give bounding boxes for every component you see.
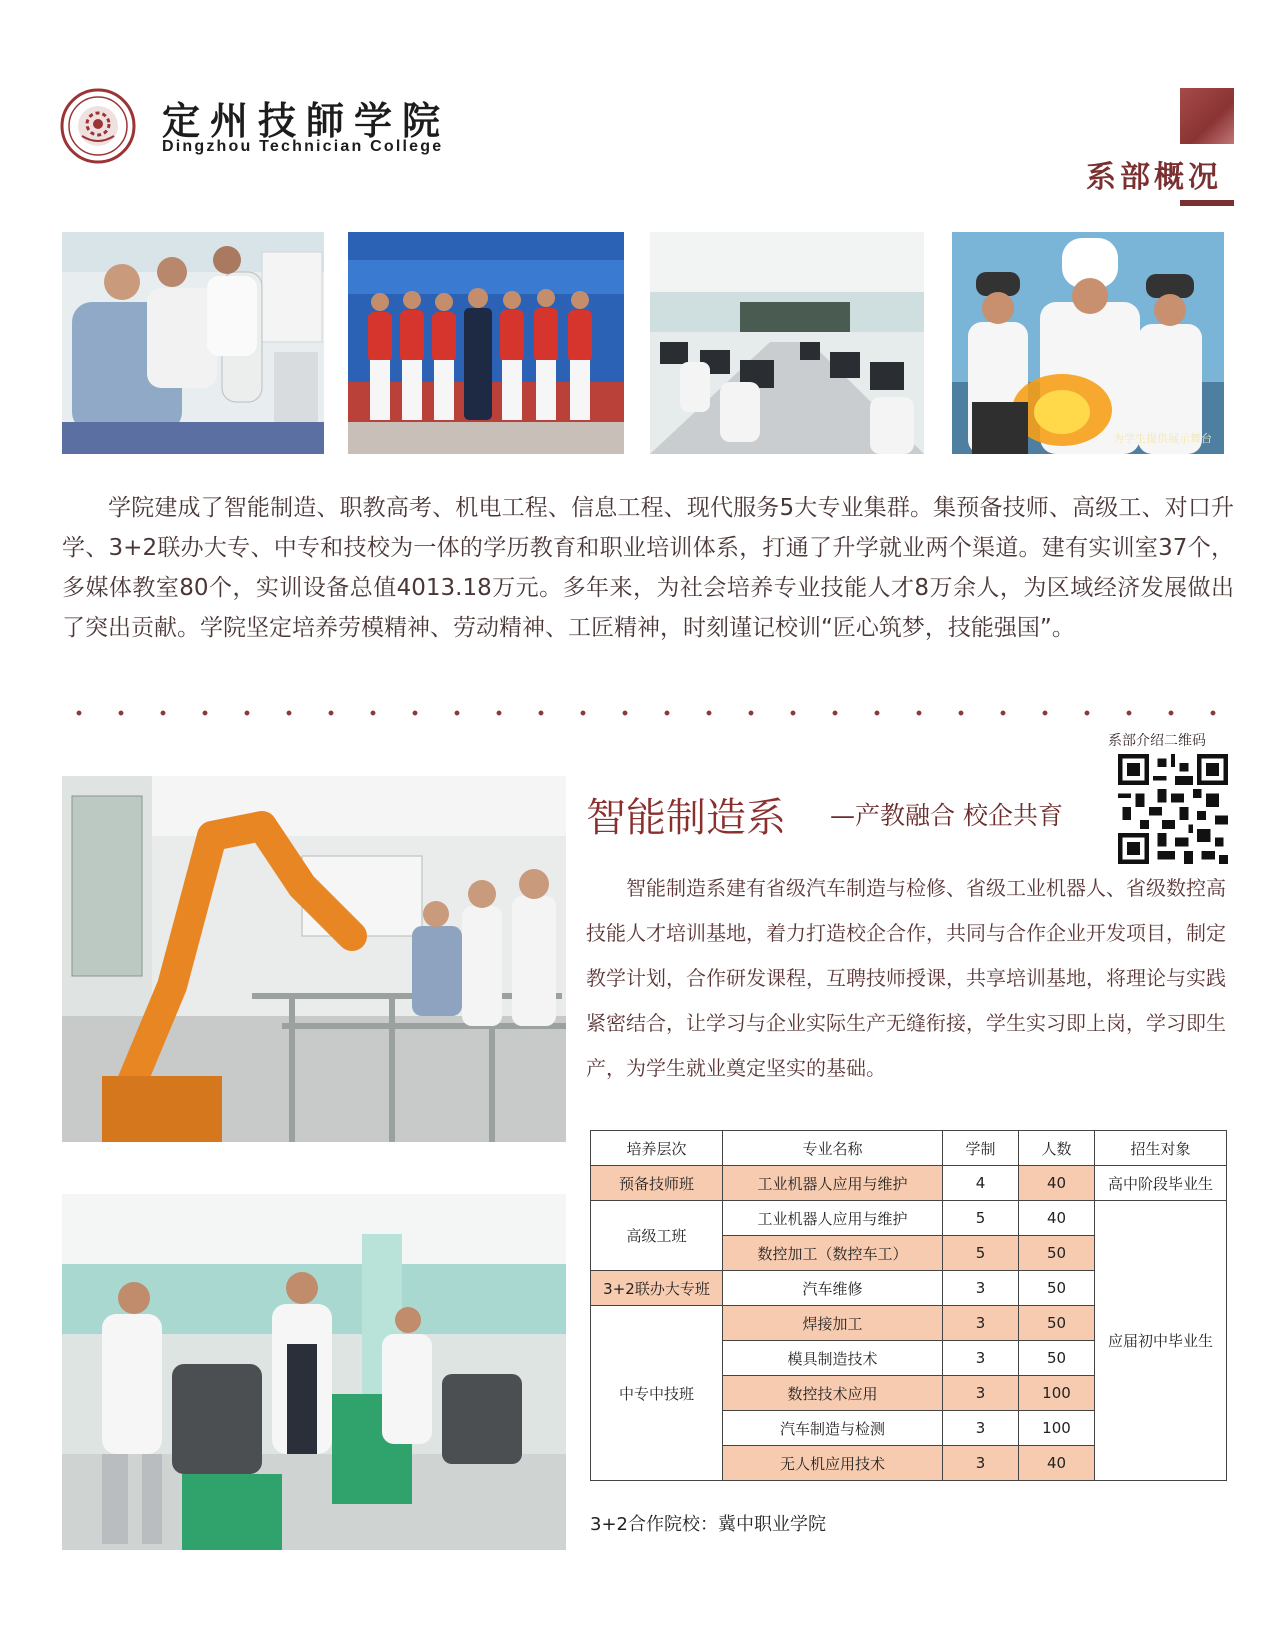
section-color-block: [1180, 88, 1234, 144]
college-seal-logo: [60, 88, 136, 164]
target-cell: 高中阶段毕业生: [1095, 1166, 1227, 1201]
table-row: [591, 1166, 1227, 1201]
intro-paragraph: 学院建成了智能制造、职教高考、机电工程、信息工程、现代服务5大专业集群。集预备技师、高级工、对口升学、3+2联办大专、中专和技校为一体的学历教育和职业培训体系，打通了升学就业两个渠道。建有实训室37个，多媒体教室80个，实训设备总值4013.18万元。多年来，为社会培养专业技能人才8万余人，为区域经济发展做出了突出贡献。学院坚定培养劳模精神、劳动精神、工匠精神，时刻谨记校训“匠心筑梦，技能强国”。: [62, 495, 1234, 641]
header-count: 人数: [1019, 1131, 1095, 1166]
years-cell: 3: [943, 1306, 1019, 1341]
major-cell: 工业机器人应用与维护: [723, 1201, 943, 1236]
major-cell: 汽车维修: [723, 1271, 943, 1306]
header-years: 学制: [943, 1131, 1019, 1166]
years-cell: 5: [943, 1236, 1019, 1271]
qr-code-icon[interactable]: [1118, 754, 1228, 864]
years-cell: 4: [943, 1166, 1019, 1201]
years-cell: 3: [943, 1271, 1019, 1306]
major-cell: 数控加工（数控车工）: [723, 1236, 943, 1271]
years-cell: 3: [943, 1376, 1019, 1411]
years-cell: 3: [943, 1446, 1019, 1481]
table-row: [591, 1201, 1227, 1236]
table-header-row: [591, 1131, 1227, 1166]
years-cell: 3: [943, 1411, 1019, 1446]
count-cell: 40: [1019, 1166, 1095, 1201]
department-title: 智能制造系: [586, 795, 786, 841]
qr-label: 系部介绍二维码: [1108, 733, 1206, 749]
photo-robot-arm-training: [62, 232, 324, 454]
college-name-cn: 定州技師学院: [162, 98, 451, 143]
years-cell: 3: [943, 1341, 1019, 1376]
target-cell: 应届初中毕业生: [1095, 1201, 1227, 1481]
header-level: 培养层次: [591, 1131, 723, 1166]
photo-skills-competition: [348, 232, 624, 454]
major-cell: 数控技术应用: [723, 1376, 943, 1411]
photo-culinary-class: [952, 232, 1224, 454]
count-cell: 50: [1019, 1236, 1095, 1271]
count-cell: 100: [1019, 1376, 1095, 1411]
count-cell: 50: [1019, 1271, 1095, 1306]
header-major: 专业名称: [723, 1131, 943, 1166]
years-cell: 5: [943, 1201, 1019, 1236]
level-cell: 预备技师班: [591, 1166, 723, 1201]
college-name-en: Dingzhou Technician College: [162, 138, 444, 155]
partner-college: 3+2合作院校：冀中职业学院: [590, 1514, 826, 1535]
count-cell: 50: [1019, 1341, 1095, 1376]
major-cell: 模具制造技术: [723, 1341, 943, 1376]
count-cell: 100: [1019, 1411, 1095, 1446]
photo-engine-workshop: [62, 1194, 566, 1550]
section-title: 系部概况: [1086, 160, 1222, 195]
count-cell: 40: [1019, 1446, 1095, 1481]
photo-computer-lab: [650, 232, 924, 454]
level-cell: 高级工班: [591, 1201, 723, 1271]
department-description: 智能制造系建有省级汽车制造与检修、省级工业机器人、省级数控高技能人才培训基地，着力打造校企合作，共同与合作企业开发项目，制定教学计划，合作研发课程，互聘技师授课，共享培训基地，将理论与实践紧密结合，让学习与企业实际生产无缝衔接，学生实习即上岗，学习即生产，为学生就业奠定坚实的基础。: [586, 876, 1226, 1080]
program-table: [590, 1130, 1227, 1481]
major-cell: 无人机应用技术: [723, 1446, 943, 1481]
major-cell: 工业机器人应用与维护: [723, 1166, 943, 1201]
dotted-divider: [58, 710, 1234, 716]
section-underline: [1180, 200, 1234, 206]
count-cell: 40: [1019, 1201, 1095, 1236]
major-cell: 汽车制造与检测: [723, 1411, 943, 1446]
department-subtitle: —产教融合 校企共育: [830, 801, 1063, 830]
photo-caption: 为学生提供展示舞台: [1113, 432, 1212, 445]
level-cell: 3+2联办大专班: [591, 1271, 723, 1306]
level-cell: 中专中技班: [591, 1306, 723, 1481]
photo-industrial-robot-line: [62, 776, 566, 1142]
count-cell: 50: [1019, 1306, 1095, 1341]
major-cell: 焊接加工: [723, 1306, 943, 1341]
header-target: 招生对象: [1095, 1131, 1227, 1166]
